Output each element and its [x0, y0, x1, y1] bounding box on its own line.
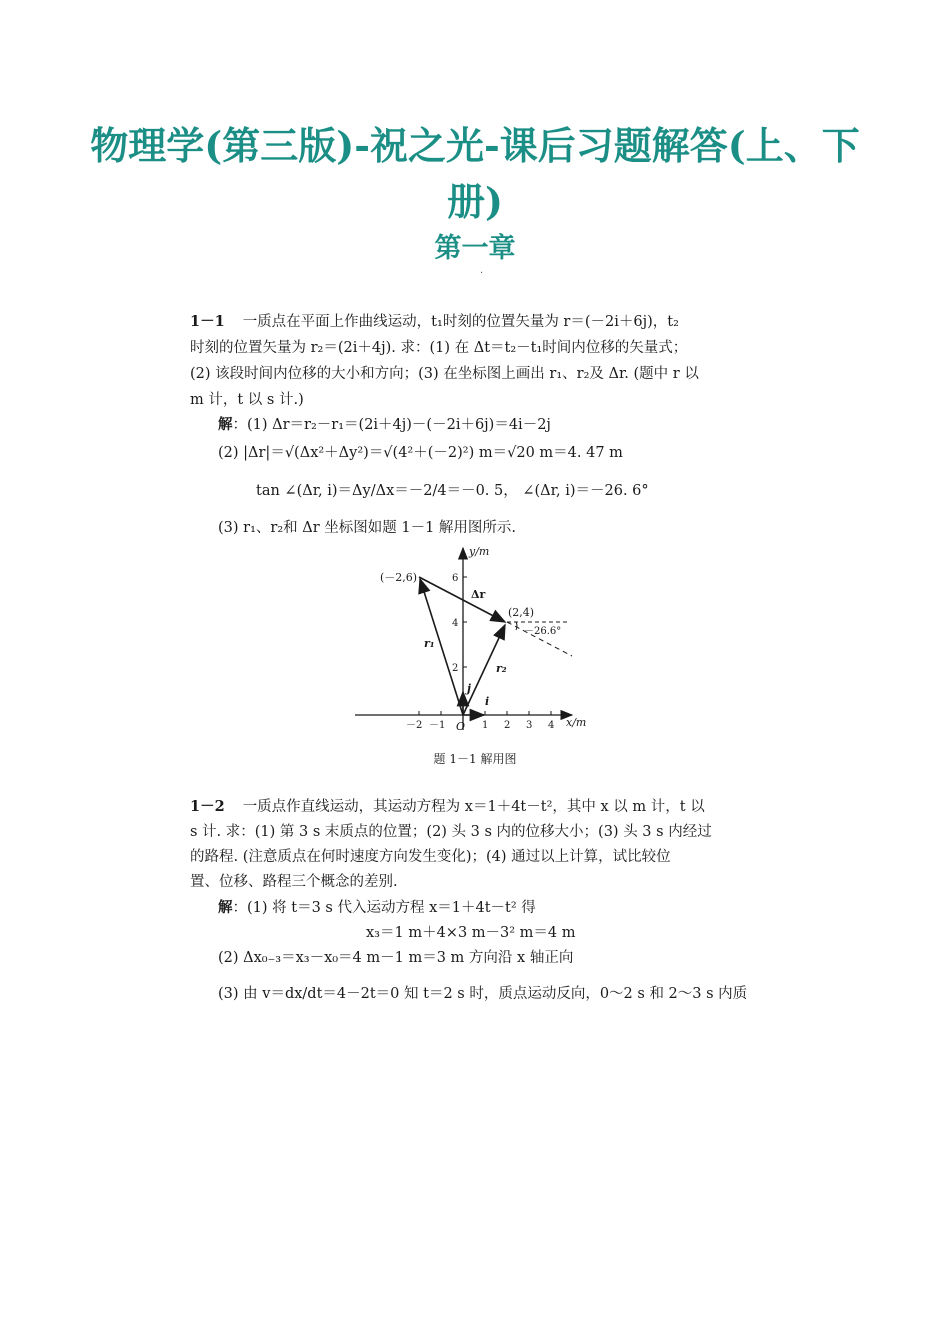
- page-mark: ·: [480, 268, 484, 279]
- solution-label: 解: [218, 416, 233, 433]
- y-tick: 6: [452, 573, 459, 584]
- origin-label: O: [456, 720, 466, 733]
- problem-1-1-line-3: (2) 该段时间内位移的大小和方向；(3) 在坐标图上画出 r₁、r₂及 Δr. (题中 r 以: [190, 366, 699, 382]
- x-tick: －1: [429, 720, 446, 731]
- x-tick: 4: [548, 720, 555, 731]
- angle-label: －26.6°: [524, 626, 562, 637]
- problem-1-2-line-2: s 计. 求：(1) 第 3 s 末质点的位置；(2) 头 3 s 内的位移大小；(3) 头 3 s 内经过: [190, 824, 712, 840]
- x-axis-label: x/m: [566, 716, 587, 729]
- j-label: j: [467, 682, 471, 695]
- problem-1-1-line-1: 1－1 一质点在平面上作曲线运动，t₁时刻的位置矢量为 r＝(－2i＋6j)，t₂: [190, 313, 679, 330]
- delta-r-label: Δr: [471, 588, 486, 601]
- x-tick: 2: [504, 720, 511, 731]
- problem-1-2-line-3: 的路程. (注意质点在何时速度方向发生变化)；(4) 通过以上计算，试比较位: [190, 849, 671, 865]
- x-tick: 3: [526, 720, 533, 731]
- y-axis-label: y/m: [469, 545, 490, 558]
- solution-1-2-line-1: 解：(1) 将 t＝3 s 代入运动方程 x＝1＋4t－t² 得: [218, 899, 536, 916]
- solution-1-1-line-3: tan ∠(Δr, i)＝Δy/Δx＝－2/4＝－0. 5， ∠(Δr, i)＝－26. 6°: [256, 483, 649, 499]
- solution-1-2-line-4: (3) 由 v＝dx/dt＝4－2t＝0 知 t＝2 s 时，质点运动反向，0～2 s 和 2～3 s 内质: [218, 986, 748, 1002]
- chapter-heading: 第一章: [434, 233, 516, 264]
- solution-1-2-line-3: (2) Δx₀₋₃＝x₃－x₀＝4 m－1 m＝3 m 方向沿 x 轴正向: [218, 950, 574, 966]
- point-2-label: (2,4): [508, 606, 535, 619]
- problem-number: 1－2: [190, 798, 225, 815]
- solution-1-1-line-1: 解：(1) Δr＝r₂－r₁＝(2i＋4j)－(－2i＋6j)＝4i－2j: [218, 416, 551, 433]
- problem-1-1-line-2: 时刻的位置矢量为 r₂＝(2i＋4j). 求：(1) 在 Δt＝t₂－t₁时间内位移的矢量式；: [190, 340, 688, 356]
- solution-1-2-line-2: x₃＝1 m＋4×3 m－3² m＝4 m: [366, 925, 576, 941]
- document-title: 物理学(第三版)-祝之光-课后习题解答(上、下册): [90, 123, 860, 224]
- problem-1-2-line-4: 置、位移、路程三个概念的差别.: [190, 874, 398, 890]
- figure-caption: 题 1－1 解用图: [433, 752, 517, 766]
- problem-1-1-line-4: m 计，t 以 s 计.): [190, 392, 304, 408]
- problem-number: 1－1: [190, 313, 225, 330]
- x-tick: 1: [482, 720, 489, 731]
- vector-diagram: [350, 540, 600, 740]
- solution-1-1-line-4: (3) r₁、r₂和 Δr 坐标图如题 1－1 解用图所示.: [218, 520, 517, 536]
- x-tick: －2: [406, 720, 423, 731]
- point-1-label: (－2,6): [380, 571, 418, 584]
- r1-label: r₁: [424, 637, 435, 650]
- solution-label: 解: [218, 899, 233, 916]
- r2-label: r₂: [496, 662, 507, 675]
- problem-1-2-line-1: 1－2 一质点作直线运动，其运动方程为 x＝1＋4t－t²，其中 x 以 m 计，t 以: [190, 798, 705, 815]
- solution-1-1-line-2: (2) |Δr|＝√(Δx²＋Δy²)＝√(4²＋(－2)²) m＝√20 m＝4. 47 m: [218, 445, 623, 461]
- i-label: i: [485, 695, 490, 708]
- y-tick: 4: [452, 618, 459, 629]
- y-tick: 2: [452, 663, 459, 674]
